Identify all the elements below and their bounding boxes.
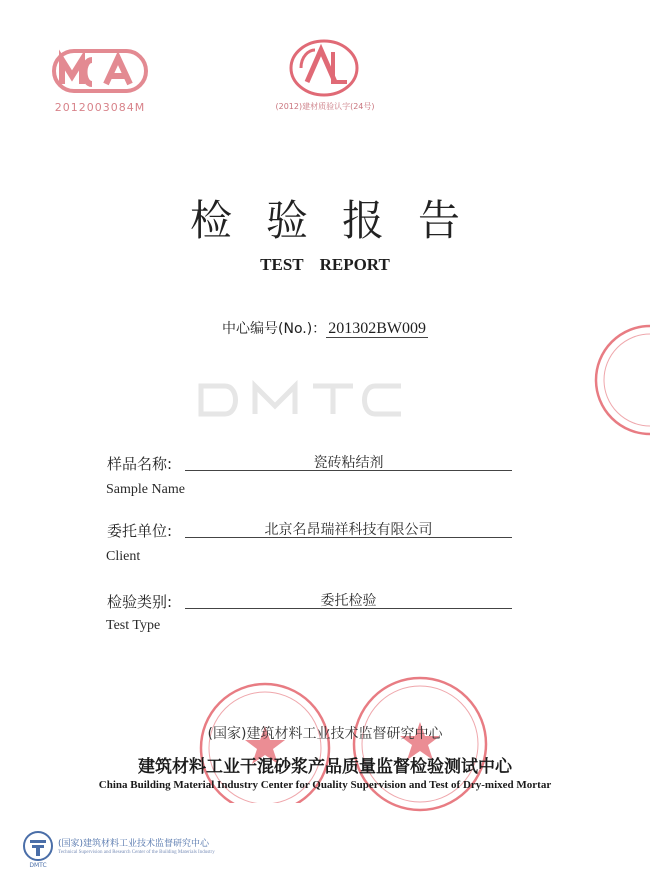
official-seal-edge [588,322,650,438]
title-english: TEST REPORT [260,255,390,274]
sample-name-label-en: Sample Name [106,482,185,497]
test-type-label: 检验类别: [107,593,173,611]
organization-line-3: China Building Material Industry Center for Quality Supervision and Test of Dry-mixed Mortar [98,779,552,791]
test-type-label-en: Test Type [106,618,161,633]
client-label-en: Client [106,549,141,564]
title-chinese: 检验报告 [189,196,494,245]
client-value: 北京名昂瑞祥科技有限公司 [264,522,433,538]
footer-logo-text: DMTC [29,862,47,869]
cma-logo [52,48,148,94]
report-number-label: 中心编号(No.)： [222,321,327,337]
test-type-value: 委托检验 [320,593,377,609]
sample-name-underline [185,470,512,471]
cal-approval-text: (2012)建材质验认字(24号) [275,102,375,111]
sample-name-value: 瓷砖粘结剂 [313,455,384,471]
cma-number: 2012003084M [54,101,146,114]
cal-logo [287,38,361,98]
footer-logo [22,830,54,862]
client-underline [185,537,512,538]
organization-line-2: 建筑材料工业干混砂浆产品质量监督检验测试中心 [138,757,512,777]
footer-organization-cn: (国家)建筑材料工业技术监督研究中心 [58,839,210,849]
footer-organization-en: Technical Supervision and Research Center of the Building Materials Industry [58,850,215,855]
client-label: 委托单位: [107,522,173,540]
organization-line-1: (国家)建筑材料工业技术监督研究中心 [207,726,443,742]
sample-name-label: 样品名称: [107,455,173,473]
report-number-row [0,318,650,338]
report-number-value: 201302BW009 [328,320,426,337]
dmtc-watermark-logo [195,380,435,420]
test-type-underline [185,608,512,609]
